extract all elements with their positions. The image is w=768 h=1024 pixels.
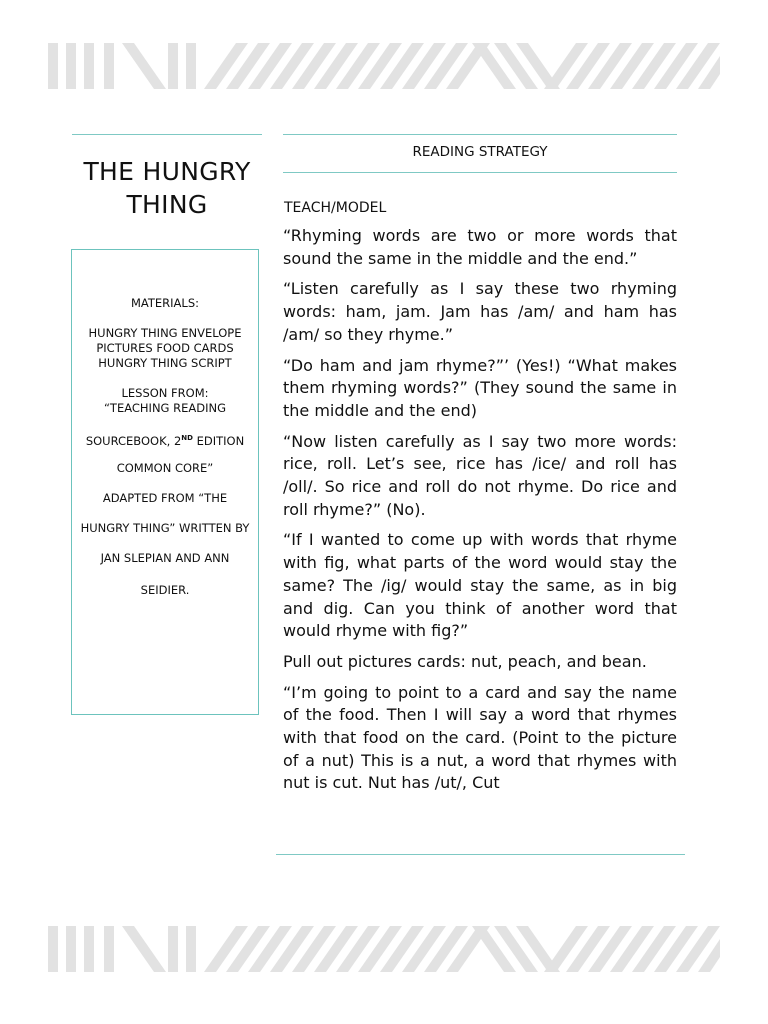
- page-title-line-2: THING: [126, 190, 208, 219]
- paragraph: “Do ham and jam rhyme?”’ (Yes!) “What makes them rhyming words?” (They sound the same in the middle and the end): [283, 355, 677, 420]
- source-line-2: [72, 431, 258, 449]
- section-heading: READING STRATEGY: [412, 144, 548, 160]
- divider-right-bottom: [276, 854, 685, 855]
- adapted-line-2: HUNGRY THING” WRITTEN BY: [80, 521, 250, 535]
- adapted-line-4: SEIDIER.: [140, 583, 190, 597]
- adapted-line-1: ADAPTED FROM “THE: [102, 491, 228, 505]
- materials-label: MATERIALS:: [130, 296, 200, 310]
- source-line-2-prefix: SOURCEBOOK, 2: [85, 434, 182, 448]
- materials-item-1: HUNGRY THING ENVELOPE: [88, 326, 242, 340]
- paragraph: “Now listen carefully as I say two more words: rice, roll. Let’s see, rice has /ice/ and roll has /oll/. So rice and roll do not rhyme. Do rice and roll rhyme?” (No).: [283, 431, 677, 519]
- source-line-1: “TEACHING READING: [103, 401, 227, 415]
- source-line-3: COMMON CORE”: [116, 461, 214, 475]
- paragraph: Pull out pictures cards: nut, peach, and bean.: [283, 651, 647, 671]
- source-line-2-superscript: ND: [181, 434, 193, 442]
- adapted-line-3: JAN SLEPIAN AND ANN: [100, 551, 230, 565]
- divider-right-top: [283, 134, 677, 135]
- body-text: [283, 225, 677, 803]
- lesson-from-label: LESSON FROM:: [121, 386, 209, 400]
- divider-left-top: [72, 134, 262, 135]
- page-title-line-1: THE HUNGRY: [83, 157, 251, 186]
- materials-box: [71, 249, 259, 715]
- source-line-2-suffix: EDITION: [192, 434, 245, 448]
- decorative-stripe-band-top: [48, 43, 720, 89]
- paragraph: “I’m going to point to a card and say the name of the food. Then I will say a word that rhymes with that food on the card. (Point to the picture of a nut) This is a nut, a word that rhymes with nut is cut. Nut has /ut/, Cut: [283, 682, 677, 793]
- page-title: [72, 155, 262, 221]
- materials-item-2: PICTURES FOOD CARDS: [96, 341, 234, 355]
- paragraph: “If I wanted to come up with words that rhyme with fig, what parts of the word would stay the same? The /ig/ would stay the same, as in big and dig. Can you think of another word that would rhyme with fig?”: [283, 530, 677, 641]
- sub-heading: TEACH/MODEL: [284, 200, 387, 216]
- paragraph: “Listen carefully as I say these two rhyming words: ham, jam. Jam has /am/ and ham has /am/ so they rhyme.”: [283, 279, 677, 344]
- materials-item-3: HUNGRY THING SCRIPT: [98, 356, 232, 370]
- decorative-stripe-band-bottom: [48, 926, 720, 972]
- divider-right-heading: [283, 172, 677, 173]
- paragraph: “Rhyming words are two or more words that sound the same in the middle and the end.”: [283, 226, 677, 268]
